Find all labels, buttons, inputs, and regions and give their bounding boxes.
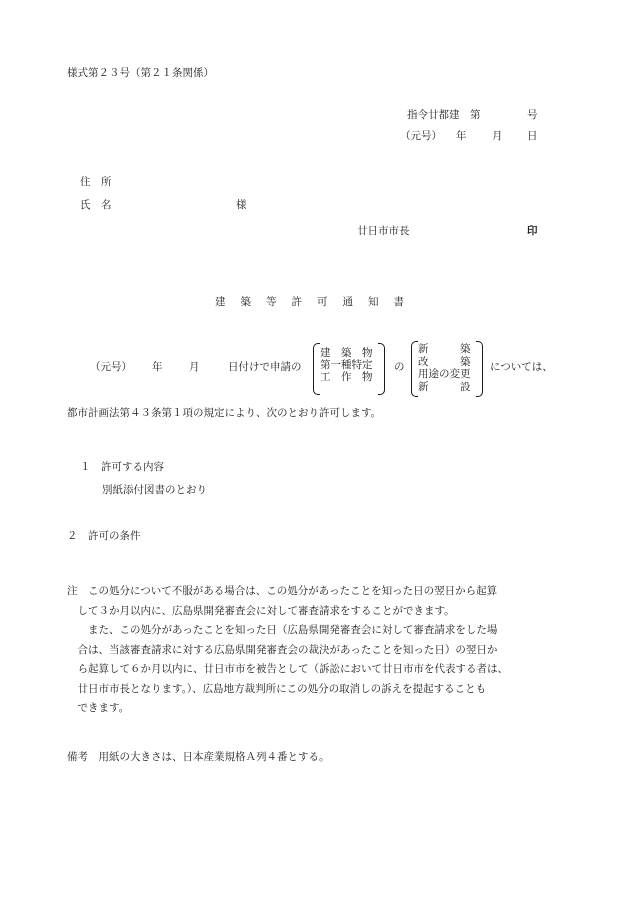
actions-list <box>418 343 471 393</box>
note-line: 廿日市市長となります。）、広島地方裁判所にこの処分の取消しの訴えを提起することも <box>67 682 487 695</box>
appeal-note <box>67 582 508 719</box>
name-label: 氏 名 <box>80 199 112 211</box>
doc-number-prefix: 指令廿都建 第 <box>407 109 481 121</box>
application-date-text: 日付けで申請の <box>228 361 302 373</box>
application-era: （元号） <box>90 361 132 373</box>
remarks: 備考 用紙の大きさは、日本産業規格Ａ列４番とする。 <box>67 751 330 763</box>
object-item: 工 作 物 <box>320 371 373 384</box>
note-line: 注 この処分について不服がある場合は、この処分があったことを知った日の翌日から起算 <box>67 585 498 597</box>
objects-list <box>320 347 373 383</box>
actions-right-bracket <box>476 341 483 397</box>
application-suffix: については、 <box>490 361 553 373</box>
action-item: 新 築 <box>418 343 471 355</box>
application-year: 年 <box>152 361 163 373</box>
doc-date-day: 日 <box>527 130 538 142</box>
note-line: また、この処分があったことを知った日（広島県開発審査会に対して審査請求をした場 <box>67 624 498 636</box>
application-month: 月 <box>189 361 200 373</box>
doc-date-month: 月 <box>492 130 503 142</box>
doc-date-era: （元号） <box>400 130 442 142</box>
seal-mark: 印 <box>527 225 538 237</box>
honorific: 様 <box>236 199 247 211</box>
object-item: 第一種特定 <box>320 359 373 372</box>
legal-basis: 都市計画法第４３条第１項の規定により、次のとおり許可します。 <box>67 407 382 419</box>
address-label: 住 所 <box>80 176 112 188</box>
section1-body: 別紙添付図書のとおり <box>102 484 207 496</box>
doc-number-suffix: 号 <box>527 109 538 121</box>
doc-date-year: 年 <box>456 130 467 142</box>
objects-right-bracket <box>378 343 385 395</box>
connector: の <box>394 361 405 373</box>
note-line: できます。 <box>67 702 130 714</box>
actions-left-bracket <box>411 341 418 397</box>
form-number: 様式第２３号（第２１条関係） <box>67 67 214 79</box>
section1-heading: １ 許可する内容 <box>80 461 164 473</box>
issuer-title: 廿日市市長 <box>357 225 410 237</box>
action-item: 新 設 <box>418 380 471 393</box>
note-line: して３か月以内に、広島県開発審査会に対して審査請求をすることができます。 <box>67 604 455 617</box>
action-item: 用途の変更 <box>418 368 471 381</box>
note-line: 合は、当該審査請求に対する広島県開発審査会の裁決があったことを知った日）の翌日か <box>67 643 498 656</box>
section2-heading: ２ 許可の条件 <box>67 530 141 542</box>
document-title: 建築等許可通知書 <box>215 296 419 308</box>
note-line: ら起算して６か月以内に、廿日市市を被告として（訴訟において廿日市市を代表する者は、 <box>67 663 508 675</box>
action-item: 改 築 <box>418 355 471 368</box>
objects-left-bracket <box>313 343 320 395</box>
object-item: 建 築 物 <box>320 347 373 359</box>
